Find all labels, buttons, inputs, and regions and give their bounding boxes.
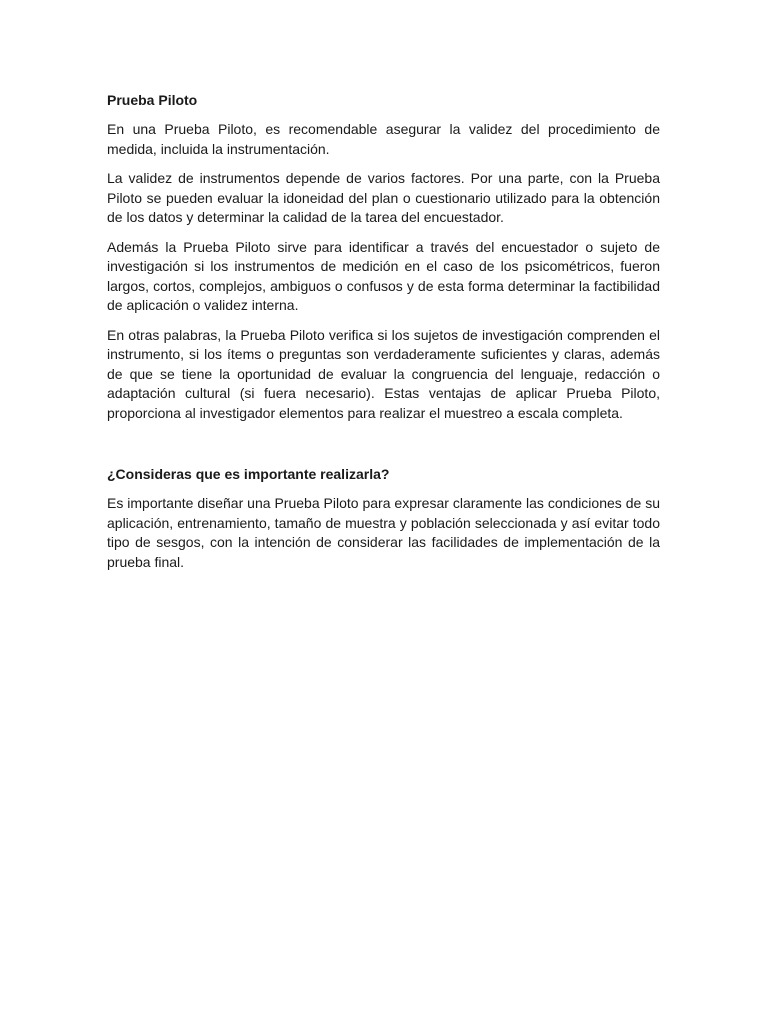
paragraph-validez: La validez de instrumentos depende de varios factores. Por una parte, con la Prueba Piloto se pueden evaluar la idoneidad del plan o cuestionario utilizado para la obtención de los datos y determinar la calidad de la tarea del encuestador. xyxy=(107,170,660,225)
paragraph-otras-palabras: En otras palabras, la Prueba Piloto verifica si los sujetos de investigación comprenden el instrumento, si los ítems o preguntas son verdaderamente suficientes y claras, además de que se tiene la oportunidad de evaluar la congruencia del lenguaje, redacción o adaptación cultural (si fuera necesario). Estas ventajas de aplicar Prueba Piloto, proporciona al investigador elementos para realizar el muestreo a escala completa. xyxy=(107,326,660,421)
section-title-prueba-piloto: Prueba Piloto xyxy=(107,92,198,108)
paragraph-intro: En una Prueba Piloto, es recomendable asegurar la validez del procedimiento de medida, incluida la instrumentación. xyxy=(107,121,660,157)
paragraph-ademas: Además la Prueba Piloto sirve para identificar a través del encuestador o sujeto de investigación si los instrumentos de medición en el caso de los psicométricos, fueron largos, cortos, complejos, ambiguos o confusos y de esta forma determinar la factibilidad de aplicación o validez interna. xyxy=(107,238,660,313)
section-title-question: ¿Consideras que es importante realizarla? xyxy=(107,466,390,482)
document-page xyxy=(107,91,660,582)
paragraph-answer: Es importante diseñar una Prueba Piloto para expresar claramente las condiciones de su aplicación, entrenamiento, tamaño de muestra y población seleccionada y así evitar todo tipo de sesgos, con la intención de considerar las facilidades de implementación de la prueba final. xyxy=(107,495,660,570)
